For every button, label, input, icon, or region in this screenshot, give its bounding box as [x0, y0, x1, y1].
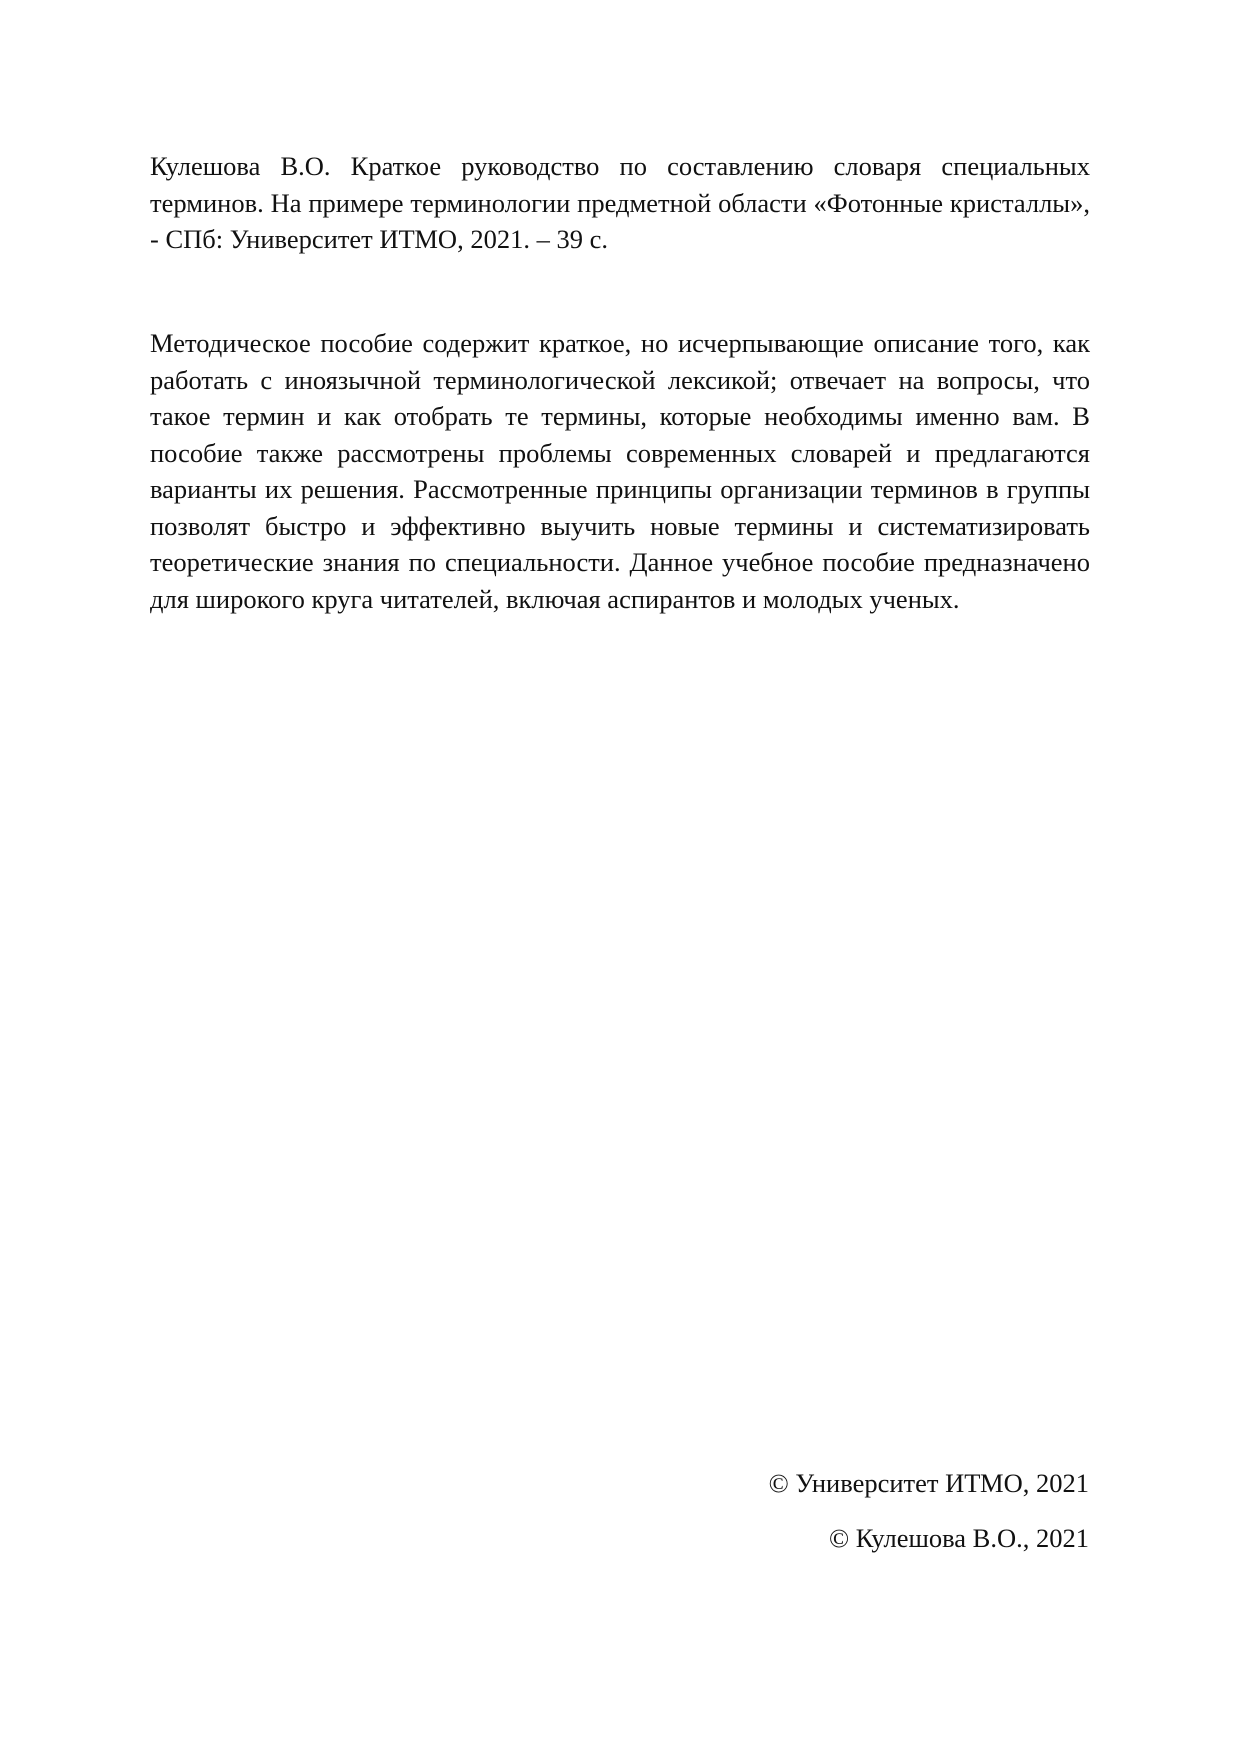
copyright-block [769, 1465, 1089, 1575]
abstract-paragraph: Методическое пособие содержит краткое, но исчерпывающие описание того, как работать с иноязычной терминологической лексикой; отвечает на вопросы, что такое термин и как отобрать те термины, которые необходимы именно вам. В пособие также рассмотрены проблемы современных словарей и предлагаются варианты их решения. Рассмотренные принципы организации терминов в группы позволят быстро и эффективно выучить новые термины и систематизировать теоретические знания по специальности. Данное учебное пособие предназначено для широкого круга читателей, включая аспирантов и молодых ученых. [150, 328, 1090, 614]
bibliographic-citation: Кулешова В.О. Краткое руководство по составлению словаря специальных терминов. На примере терминологии предметной области «Фотонные кристаллы», - СПб: Университет ИТМО, 2021. – 39 с. [150, 151, 1090, 254]
copyright-university: © Университет ИТМО, 2021 [768, 1468, 1089, 1498]
copyright-author: © Кулешова В.О., 2021 [828, 1523, 1089, 1553]
